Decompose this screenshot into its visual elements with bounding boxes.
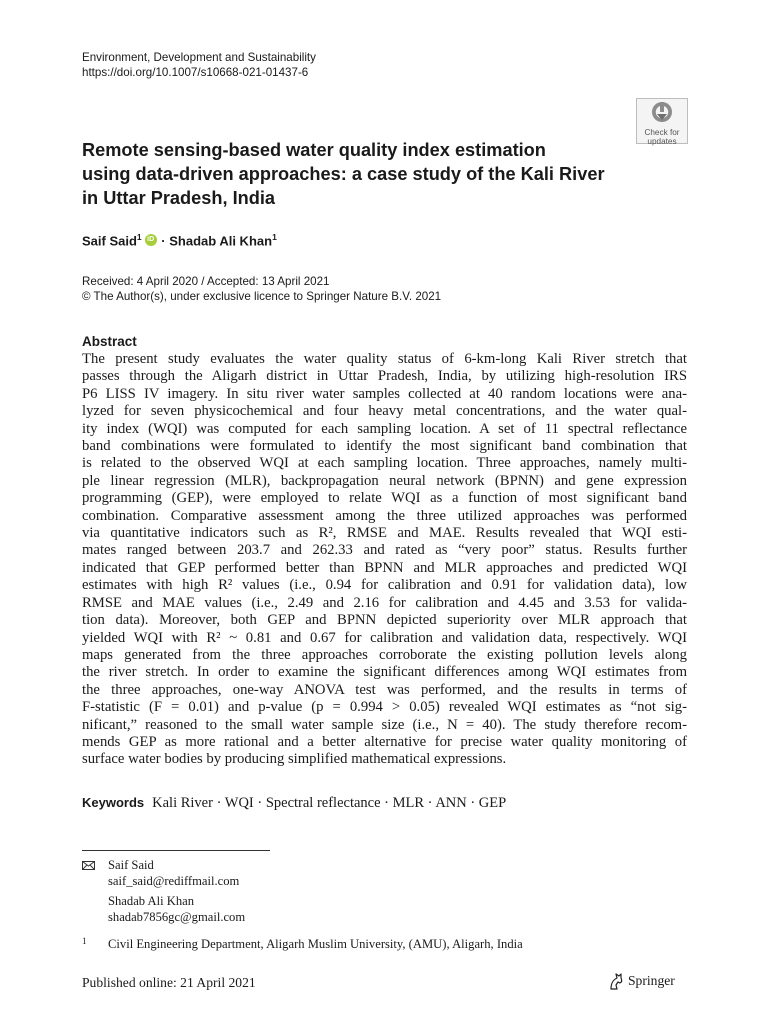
- journal-name: Environment, Development and Sustainability: [82, 51, 316, 64]
- article-dates: [82, 274, 441, 304]
- abstract-line: the river stretch. In order to examine the significant differences among WQI estimates from: [82, 664, 687, 681]
- author-list: [82, 232, 277, 248]
- doi-link[interactable]: https://doi.org/10.1007/s10668-021-01437-6: [82, 66, 309, 79]
- orcid-icon[interactable]: iD: [145, 234, 157, 246]
- corresponding-author-name: Saif Said: [108, 858, 154, 872]
- received-accepted-dates: Received: 4 April 2020 / Accepted: 13 April 2021: [82, 275, 330, 288]
- corresponding-author-email[interactable]: saif_said@rediffmail.com: [108, 873, 240, 888]
- abstract-line: passes through the Aligarh district in Uttar Pradesh, India, by utilizing high-resolution IRS: [82, 368, 687, 385]
- springer-horse-icon: [608, 972, 624, 990]
- abstract-line: ple linear regression (MLR), backpropagation neural network (BPNN) and gene expression: [82, 472, 687, 489]
- crossmark-icon: [651, 101, 673, 123]
- crossmark-line2: updates: [647, 136, 677, 146]
- abstract-line: estimates with high R² values (i.e., 0.94 for calibration and 0.91 for validation data), low: [82, 577, 687, 594]
- abstract-line: maps generated from the three approaches corroborate the existing pollution levels along: [82, 646, 687, 663]
- author-affiliation-mark: 1: [272, 232, 277, 242]
- abstract-line: the three approaches, one-way ANOVA test was performed, and the results in terms of: [82, 681, 687, 698]
- abstract-line: RMSE and MAE values (i.e., 2.49 and 2.16 for calibration and 4.45 and 3.53 for valida-: [82, 594, 687, 611]
- author-name[interactable]: Shadab Ali Khan: [169, 233, 273, 249]
- abstract-line: yielded WQI with R² ~ 0.81 and 0.67 for calibration and validation data, respectively. WQI: [82, 629, 687, 646]
- author-separator: ·: [161, 233, 166, 249]
- title-line: Remote sensing-based water quality index estimation: [82, 140, 546, 160]
- correspondence-block: [82, 858, 245, 925]
- journal-header: [82, 50, 316, 80]
- envelope-icon: [82, 861, 95, 870]
- footnote-divider: [82, 850, 270, 851]
- abstract-line: nificant,” reasoned to the small water sample size (i.e., N = 40). The study therefore recom-: [82, 716, 687, 733]
- abstract-line: indicated that GEP performed better than BPNN and MLR approaches and predicted WQI: [82, 559, 687, 576]
- affiliation-text: Civil Engineering Department, Aligarh Muslim University, (AMU), Aligarh, India: [108, 937, 523, 951]
- crossmark-line1: Check for: [644, 128, 680, 137]
- abstract-line: via quantitative indicators such as R², RMSE and MAE. Results revealed that WQI esti-: [82, 525, 687, 542]
- affiliation-marker: 1: [82, 936, 87, 946]
- article-title: [82, 138, 642, 210]
- abstract-line: F-statistic (F = 0.01) and p-value (p = 0.994 > 0.05) revealed WQI estimates as “not sig-: [82, 699, 687, 716]
- copyright-notice: © The Author(s), under exclusive licence to Springer Nature B.V. 2021: [82, 290, 442, 303]
- corresponding-author-name: Shadab Ali Khan: [108, 894, 195, 909]
- abstract-line: combination. Comparative assessment among the three utilized approaches was performed: [82, 507, 687, 524]
- abstract-line: band combinations were formulated to identify the most significant band combination that: [82, 438, 687, 455]
- title-line: in Uttar Pradesh, India: [82, 188, 276, 208]
- abstract-line: surface water bodies by producing simplified mathematical expressions.: [82, 751, 507, 768]
- abstract-line: is related to the observed WQI at each sampling location. Three approaches, namely multi-: [82, 455, 687, 472]
- corresponding-author-email[interactable]: shadab7856gc@gmail.com: [108, 909, 246, 924]
- abstract-line: mends GEP as more rational and a better alternative for precise water quality monitoring of: [82, 733, 687, 750]
- abstract-line: mates ranged between 203.7 and 262.33 and rated as “very poor” status. Results further: [82, 542, 687, 559]
- author-name[interactable]: Saif Said: [82, 233, 137, 249]
- publisher-logo: [608, 972, 675, 992]
- publisher-name: Springer: [628, 973, 675, 988]
- published-date: Published online: 21 April 2021: [82, 975, 256, 990]
- abstract-line: tion data). Moreover, both GEP and BPNN depicted superiority over MLR approach that: [82, 612, 687, 629]
- keywords-label: Keywords: [82, 795, 145, 810]
- affiliation-footnote: [82, 936, 523, 952]
- abstract-line: P6 LISS IV imagery. In situ river water samples collected at 40 random locations were ana-: [82, 385, 687, 402]
- check-for-updates-badge[interactable]: [636, 98, 688, 144]
- abstract-line: ity index (WQI) was computed for each sampling location. A set of 11 spectral reflectance: [82, 420, 687, 437]
- abstract-heading: Abstract: [82, 334, 137, 349]
- abstract-line: lyzed for seven physicochemical and four heavy metal concentrations, and the water qual-: [82, 403, 687, 420]
- keywords-list: Kali River · WQI · Spectral reflectance · MLR · ANN · GEP: [152, 795, 507, 811]
- title-line: using data-driven approaches: a case study of the Kali River: [82, 164, 605, 184]
- abstract-line: The present study evaluates the water quality status of 6-km-long Kali River stretch that: [82, 351, 687, 367]
- keywords: [82, 795, 506, 812]
- abstract-line: programming (GEP), were employed to relate WQI as a function of most significant band: [82, 490, 687, 507]
- abstract-body: [82, 351, 687, 769]
- author-affiliation-mark: 1: [136, 232, 142, 242]
